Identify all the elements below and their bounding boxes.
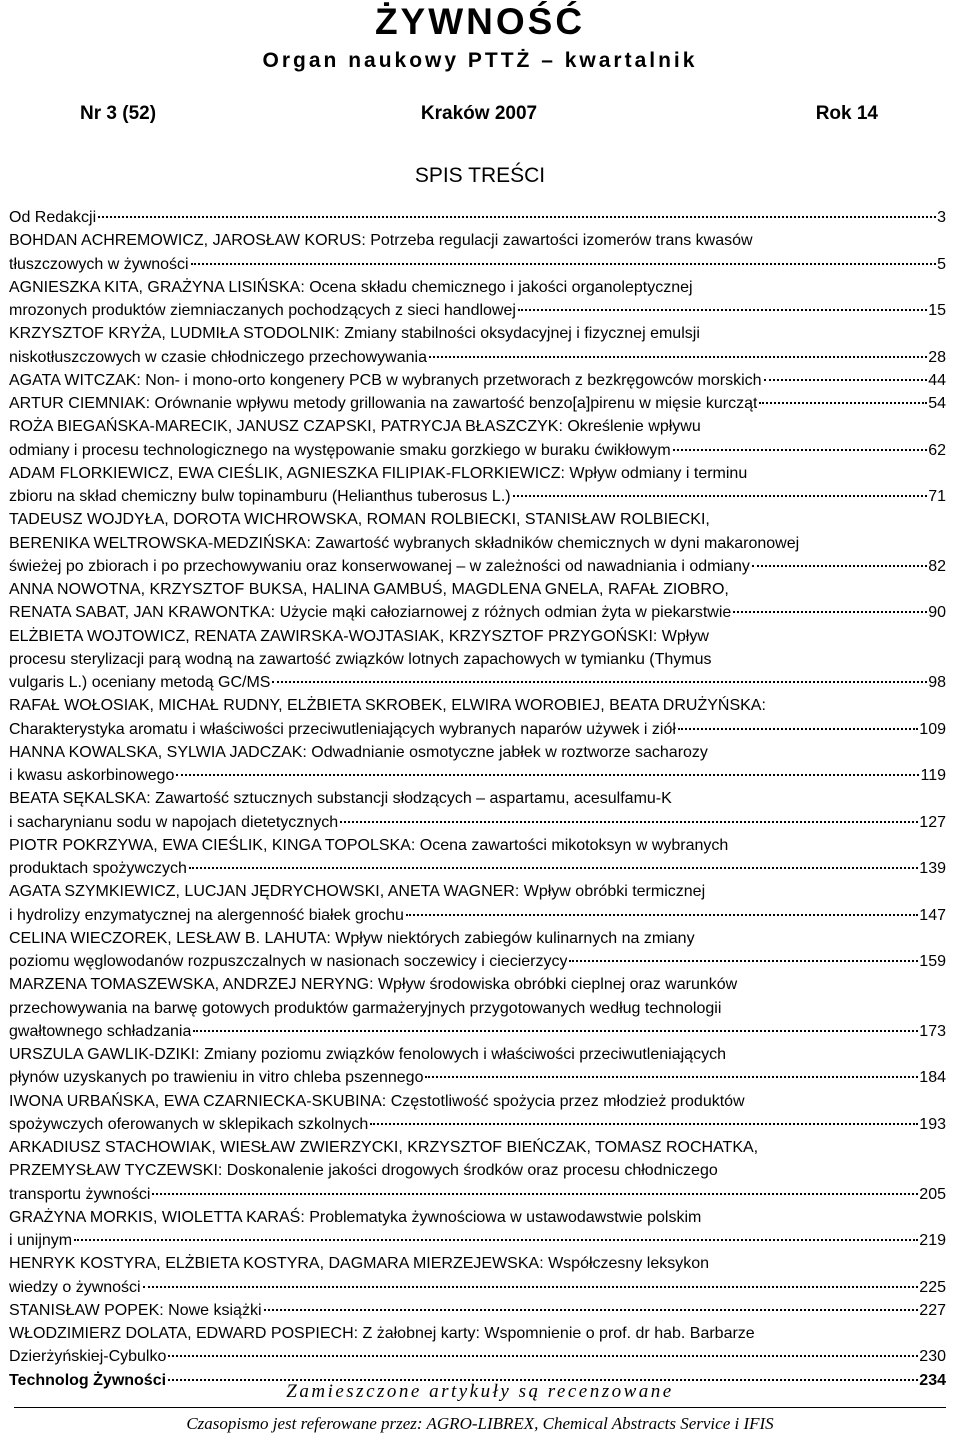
toc-entry-text: transportu żywności [9,1185,151,1203]
dot-leader [370,1123,918,1125]
dot-leader [425,1076,918,1078]
toc-entry-last-line [9,1020,946,1043]
toc-page-number: 54 [928,395,946,412]
dot-leader [191,263,936,265]
toc-entry-text: STANISŁAW POPEK: Nowe książki [9,1301,262,1319]
toc-entry-text: AGATA SZYMKIEWICZ, LUCJAN JĘDRYCHOWSKI, ANETA WAGNER: Wpływ obróbki termicznej [9,883,706,901]
toc-entry [9,229,946,276]
toc-entry-last-line [9,439,946,462]
toc-entry-text: BERENIKA WELTROWSKA-MEDZIŃSKA: Zawartość wybranych składników chemicznych w dyni makaronowej [9,534,800,552]
journal-title: ŻYWNOŚĆ [374,1,586,42]
toc-entry [9,834,946,881]
toc-page-number: 227 [919,1301,946,1319]
toc-entry-text: Od Redakcji [9,209,97,226]
toc-entry-last-line [9,601,946,624]
dot-leader [513,495,928,497]
dot-leader [678,728,918,730]
toc-entry-text: i sacharynianu sodu w napojach dietetycznych [9,813,339,831]
toc-entry [9,369,946,392]
toc-page-number: 139 [919,860,946,877]
toc-entry-text: ARTUR CIEMNIAK: Orównanie wpływu metody grillowania na zawartość benzo[a]pirenu w mięsie kurcząt [9,395,758,412]
toc-page-number: 82 [928,557,946,575]
dot-leader [752,565,927,567]
toc-entry-text: ADAM FLORKIEWICZ, EWA CIEŚLIK, AGNIESZKA FILIPIAK-FLORKIEWICZ: Wpływ odmiany i terminu [9,464,748,482]
toc-page-number: 109 [919,720,946,738]
toc-entry [9,415,946,462]
toc-entry-last-line [9,1066,946,1089]
toc-entry-text: vulgaris L.) oceniany metodą GC/MS [9,674,271,691]
toc-entry-text: IWONA URBAŃSKA, EWA CZARNIECKA-SKUBINA: Częstotliwość spożycia przez młodzież produktów [9,1092,745,1110]
dot-leader [152,1193,918,1195]
toc-entry-last-line [9,718,946,741]
toc-entry-text: gwałtownego schładzania [9,1022,192,1040]
toc-entry-text: Dzierżyńskiej-Cybulko [9,1348,167,1366]
toc-entry [9,1299,946,1322]
toc-entry [9,625,946,695]
toc-page-number: 127 [919,813,946,831]
toc-entry-text: produktach spożywczych [9,860,187,877]
toc-entry-text: PRZEMYSŁAW TYCZEWSKI: Doskonalenie jakości drogowych środków oraz procesu chłodniczego [9,1162,718,1180]
dot-leader [74,1239,918,1241]
toc-entry-text: Technolog Żywności [9,1371,167,1389]
toc-entry-text: i hydrolizy enzymatycznej na alergenność białek grochu [9,906,404,924]
toc-entry-text: RAFAŁ WOŁOSIAK, MICHAŁ RUDNY, ELŻBIETA SKROBEK, ELWIRA WOROBIEJ, BEATA DRUŻYŃSKA: [9,697,766,715]
toc-entry [9,1322,946,1369]
toc-entry-last-line [9,555,946,578]
toc-entry-last-line [9,904,946,927]
toc-entry-text: CELINA WIECZOREK, LESŁAW B. LAHUTA: Wpływ niektórych zabiegów kulinarnych na zmiany [9,929,695,947]
toc-entry-last-line [9,485,946,508]
toc-entry-last-line [9,1183,946,1206]
toc-entry [9,206,946,229]
toc-entry-text: AGATA WITCZAK: Non- i mono-orto kongenery PCB w wybranych przetworach z bezkręgowców morskich [9,371,762,389]
toc-entry-text: MARZENA TOMASZEWSKA, ANDRZEJ NERYNG: Wpływ środowiska obróbki cieplnej oraz warunków [9,976,738,994]
toc-entry-text: przechowywania na barwę gotowych produktów garmażeryjnych przygotowanych według technologii [9,999,722,1017]
toc-entry-text: odmiany i procesu technologicznego na występowanie smaku gorzkiego w buraku ćwikłowym [9,441,671,459]
toc-entry-text: WŁODZIMIERZ DOLATA, EDWARD POSPIECH: Z żałobnej karty: Wspomnienie o prof. dr hab. Barbarze [9,1325,755,1342]
toc-page-number: 225 [919,1278,946,1296]
toc-page-number: 15 [928,302,946,319]
toc-entry-text: i kwasu askorbinowego [9,767,175,784]
toc-entry [9,1206,946,1253]
toc-entry [9,1090,946,1137]
toc-entry-last-line [9,1113,946,1136]
toc-entry-text: HANNA KOWALSKA, SYLWIA JADCZAK: Odwadnianie osmotyczne jabłek w roztworze sacharozy [9,743,708,761]
toc-entry [9,927,946,974]
toc-entry-text: AGNIESZKA KITA, GRAŻYNA LISIŃSKA: Ocena składu chemicznego i jakości organoleptycznej [9,278,693,296]
dot-leader [518,309,927,311]
toc-page-number: 184 [919,1069,946,1087]
toc-page-number: 234 [919,1371,946,1389]
toc-entry-text: GRAŻYNA MORKIS, WIOLETTA KARAŚ: Problematyka żywnościowa w ustawodawstwie polskim [9,1208,702,1226]
toc-page-number: 147 [919,906,946,924]
toc-entry-text: zbioru na skład chemiczny bulw topinamburu (Helianthus tuberosus L.) [9,488,511,505]
table-of-contents [9,206,946,1392]
issue-volume: Rok 14 [815,103,878,124]
toc-entry-text: wiedzy o żywności [9,1278,141,1296]
toc-entry-text: poziomu węglowodanów rozpuszczalnych w nasionach soczewicy i ciecierzycy [9,953,568,970]
toc-entry-last-line [9,392,946,415]
toc-entry-text: ARKADIUSZ STACHOWIAK, WIESŁAW ZWIERZYCKI, KRZYSZTOF BIEŃCZAK, TOMASZ ROCHATKA, [9,1139,759,1156]
toc-entry-last-line [9,299,946,322]
toc-page-number: 193 [919,1115,946,1133]
toc-entry-text: URSZULA GAWLIK-DZIKI: Zmiany poziomu związków fenolowych i właściwości przeciwutleniających [9,1046,726,1063]
toc-page-number: 3 [937,209,946,226]
toc-entry-last-line [9,1276,946,1299]
toc-entry [9,276,946,323]
toc-entry [9,578,946,625]
reviewed-note: Zamieszczone artykuły są recenzowane [286,1381,674,1402]
indexing-note: Czasopismo jest referowane przez: AGRO-LIBREX, Chemical Abstracts Service i IFIS [186,1414,774,1433]
dot-leader [733,611,927,613]
toc-entry-text: Charakterystyka aromatu i właściwości przeciwutleniających wybranych naparów używek i ziół [9,720,676,738]
dot-leader [569,960,918,962]
dot-leader [98,216,936,218]
toc-entry-text: PIOTR POKRZYWA, EWA CIEŚLIK, KINGA TOPOLSKA: Ocena zawartości mikotoksyn w wybranych [9,836,729,854]
toc-entry-text: TADEUSZ WOJDYŁA, DOROTA WICHROWSKA, ROMAN ROLBIECKI, STANISŁAW ROLBIECKI, [9,511,710,529]
toc-entry-last-line [9,206,946,229]
toc-entry-last-line [9,857,946,880]
dot-leader [429,356,927,358]
footer-divider [14,1407,946,1408]
dot-leader [673,449,928,451]
toc-entry [9,973,946,1043]
toc-entry-last-line [9,253,946,276]
toc-entry-text: i unijnym [9,1232,73,1249]
dot-leader [406,914,918,916]
issue-place-year: Kraków 2007 [420,103,538,124]
toc-entry [9,392,946,415]
journal-subtitle: Organ naukowy PTTŻ – kwartalnik [262,49,698,72]
toc-entry-text: ANNA NOWOTNA, KRZYSZTOF BUKSA, HALINA GAMBUŚ, MAGDLENA GNELA, RAFAŁ ZIOBRO, [9,581,729,598]
dot-leader [189,867,918,869]
toc-entry-last-line [9,671,946,694]
toc-entry-last-line [9,950,946,973]
toc-entry-text: procesu sterylizacji parą wodną na zawartość związków lotnych zapachowych w tymianku (Thymus [9,650,712,668]
toc-page-number: 90 [928,604,946,622]
dot-leader [264,1309,919,1311]
dot-leader [340,821,918,823]
toc-entry-text: RENATA SABAT, JAN KRAWONTKA: Użycie mąki całoziarnowej z różnych odmian żyta w piekarstwie [9,604,732,622]
toc-page-number: 119 [920,767,946,784]
toc-entry-text: BEATA SĘKALSKA: Zawartość sztucznych substancji słodzących – aspartamu, acesulfamu-K [9,790,672,808]
toc-page-number: 159 [919,953,946,970]
dot-leader [759,402,927,404]
toc-entry-text: KRZYSZTOF KRYŻA, LUDMIŁA STODOLNIK: Zmiany stabilności oksydacyjnej i fizycznej emulsji [9,325,700,343]
toc-page-number: 44 [928,371,946,389]
toc-page-number: 71 [928,488,946,505]
dot-leader [193,1030,918,1032]
toc-entry-last-line [9,346,946,369]
toc-entry [9,1136,946,1206]
toc-page-number: 98 [928,674,946,691]
toc-page-number: 230 [919,1348,946,1366]
issue-number: Nr 3 (52) [80,103,157,124]
issue-info-row [80,101,878,127]
toc-page-number: 219 [919,1232,946,1249]
toc-entry-text: niskotłuszczowych w czasie chłodniczego przechowywania [9,348,427,366]
toc-entry [9,694,946,741]
toc-page-number: 28 [928,348,946,366]
toc-entry [9,787,946,834]
toc-heading: SPIS TREŚCI [414,164,546,187]
toc-entry-last-line [9,1299,946,1322]
toc-entry [9,1252,946,1299]
dot-leader [764,379,928,381]
toc-entry [9,741,946,788]
toc-entry [9,1043,946,1090]
toc-entry-text: BOHDAN ACHREMOWICZ, JAROSŁAW KORUS: Potrzeba regulacji zawartości izomerów trans kwasów [9,232,753,250]
dot-leader [272,681,927,683]
toc-entry [9,322,946,369]
toc-entry-text: płynów uzyskanych po trawieniu in vitro chleba pszennego [9,1069,424,1087]
toc-entry-text: tłuszczowych w żywności [9,255,189,273]
toc-page-number: 205 [919,1185,946,1203]
toc-entry [9,880,946,927]
dot-leader [143,1286,919,1288]
toc-entry-last-line [9,369,946,392]
toc-entry-last-line [9,1229,946,1252]
toc-page-number: 173 [919,1022,946,1040]
toc-page-number: 5 [937,255,946,273]
toc-entry-last-line [9,1345,946,1368]
toc-entry-last-line [9,764,946,787]
toc-entry-text: mrozonych produktów ziemniaczanych pochodzących z sieci handlowej [9,302,516,319]
toc-entry [9,462,946,509]
toc-entry-text: ROŻA BIEGAŃSKA-MARECIK, JANUSZ CZAPSKI, PATRYCJA BŁASZCZYK: Określenie wpływu [9,418,701,436]
toc-page-number: 62 [928,441,946,459]
toc-entry [9,508,946,578]
toc-entry-text: spożywczych oferowanych w sklepikach szkolnych [9,1115,369,1133]
dot-leader [168,1355,918,1357]
toc-entry-text: świeżej po zbiorach i po przechowywaniu oraz konserwowanej – w zależności od nawadniania i odmiany [9,557,750,575]
toc-entry-text: HENRYK KOSTYRA, ELŻBIETA KOSTYRA, DAGMARA MIERZEJEWSKA: Współczesny leksykon [9,1255,710,1273]
toc-entry-text: ELŻBIETA WOJTOWICZ, RENATA ZAWIRSKA-WOJTASIAK, KRZYSZTOF PRZYGOŃSKI: Wpływ [9,627,709,645]
dot-leader [176,774,919,776]
toc-entry-last-line [9,811,946,834]
